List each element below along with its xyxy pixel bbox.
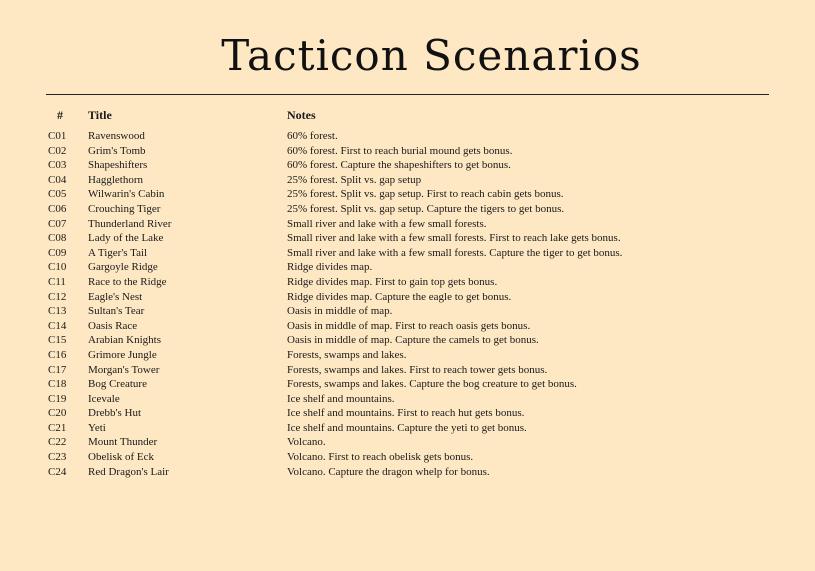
scenario-title: Red Dragon's Lair bbox=[88, 465, 169, 478]
scenario-notes: Ice shelf and mountains. Capture the yeti to get bonus. bbox=[287, 421, 527, 434]
scenario-id: C13 bbox=[48, 305, 67, 318]
scenario-title: Wilwarin's Cabin bbox=[88, 188, 165, 201]
table-row bbox=[0, 187, 815, 202]
scenario-id: C04 bbox=[48, 173, 67, 186]
scenario-id: C08 bbox=[48, 232, 67, 245]
scenario-id: C20 bbox=[48, 407, 67, 420]
scenario-notes: 60% forest. First to reach burial mound gets bonus. bbox=[287, 144, 513, 157]
table-row bbox=[0, 435, 815, 450]
title-divider bbox=[46, 94, 769, 95]
table-row bbox=[0, 275, 815, 290]
table-row bbox=[0, 290, 815, 305]
table-row bbox=[0, 377, 815, 392]
scenario-id: C14 bbox=[48, 319, 67, 332]
scenario-notes: Small river and lake with a few small forests. First to reach lake gets bonus. bbox=[287, 232, 621, 245]
scenario-title: Shapeshifters bbox=[88, 159, 148, 172]
table-row bbox=[0, 421, 815, 436]
scenario-id: C21 bbox=[48, 421, 67, 434]
scenario-notes: Ridge divides map. bbox=[287, 261, 373, 274]
scenario-id: C22 bbox=[48, 436, 67, 449]
scenario-id: C06 bbox=[48, 202, 67, 215]
scenario-id: C05 bbox=[48, 188, 67, 201]
scenario-notes: Small river and lake with a few small forests. bbox=[287, 217, 487, 230]
table-row bbox=[0, 348, 815, 363]
scenario-notes: Ice shelf and mountains. bbox=[287, 392, 395, 405]
scenario-title: Drebb's Hut bbox=[88, 407, 142, 420]
scenario-id: C19 bbox=[48, 392, 67, 405]
scenario-title: Yeti bbox=[88, 421, 106, 434]
scenario-id: C11 bbox=[48, 275, 66, 288]
scenario-notes: Volcano. First to reach obelisk gets bonus. bbox=[287, 451, 474, 464]
scenario-title: Morgan's Tower bbox=[88, 363, 160, 376]
column-header-number: # bbox=[57, 108, 63, 122]
scenario-notes: Oasis in middle of map. bbox=[287, 305, 393, 318]
scenario-notes: 60% forest. Capture the shapeshifters to get bonus. bbox=[287, 159, 511, 172]
scenario-id: C07 bbox=[48, 217, 67, 230]
scenario-title: Icevale bbox=[88, 392, 120, 405]
page-title: Tacticon Scenarios bbox=[221, 31, 642, 80]
scenario-id: C01 bbox=[48, 130, 67, 142]
scenario-title: Grim's Tomb bbox=[88, 144, 146, 157]
scenario-notes: Forests, swamps and lakes. bbox=[287, 348, 407, 361]
scenario-id: C12 bbox=[48, 290, 67, 303]
scenario-notes: Small river and lake with a few small forests. Capture the tiger to get bonus. bbox=[287, 246, 623, 259]
scenario-notes: Forests, swamps and lakes. Capture the bog creature to get bonus. bbox=[287, 378, 577, 391]
scenario-title: Oasis Race bbox=[88, 319, 138, 332]
scenario-title: A Tiger's Tail bbox=[88, 246, 148, 259]
scenario-table bbox=[0, 129, 815, 479]
scenario-title: Obelisk of Eck bbox=[88, 451, 154, 464]
table-row bbox=[0, 144, 815, 159]
scenario-title: Ravenswood bbox=[88, 130, 145, 142]
scenario-id: C03 bbox=[48, 159, 67, 172]
table-row bbox=[0, 246, 815, 261]
column-header-title: Title bbox=[88, 108, 112, 122]
table-row bbox=[0, 406, 815, 421]
scenario-notes: Forests, swamps and lakes. First to reach tower gets bonus. bbox=[287, 363, 548, 376]
scenario-id: C17 bbox=[48, 363, 67, 376]
scenario-id: C10 bbox=[48, 261, 67, 274]
table-row bbox=[0, 260, 815, 275]
scenario-id: C16 bbox=[48, 348, 67, 361]
scenario-id: C09 bbox=[48, 246, 67, 259]
scenario-notes: 25% forest. Split vs. gap setup. First to reach cabin gets bonus. bbox=[287, 188, 564, 201]
scenario-title: Race to the Ridge bbox=[88, 275, 167, 288]
table-row bbox=[0, 304, 815, 319]
scenario-id: C24 bbox=[48, 465, 67, 478]
table-row bbox=[0, 202, 815, 217]
table-row bbox=[0, 158, 815, 173]
table-row bbox=[0, 363, 815, 378]
scenario-notes: Ice shelf and mountains. First to reach hut gets bonus. bbox=[287, 407, 525, 420]
scenario-notes: Volcano. bbox=[287, 436, 326, 449]
scenario-notes: 25% forest. Split vs. gap setup bbox=[287, 173, 422, 186]
scenario-title: Thunderland River bbox=[88, 217, 172, 230]
scenario-title: Arabian Knights bbox=[88, 334, 162, 347]
scenario-notes: Ridge divides map. Capture the eagle to get bonus. bbox=[287, 290, 512, 303]
column-header-notes: Notes bbox=[287, 108, 316, 122]
scenario-id: C02 bbox=[48, 144, 67, 157]
scenario-notes: 60% forest. bbox=[287, 130, 338, 142]
scenario-title: Grimore Jungle bbox=[88, 348, 157, 361]
table-row bbox=[0, 217, 815, 232]
table-row bbox=[0, 319, 815, 334]
scenario-id: C15 bbox=[48, 334, 67, 347]
table-row bbox=[0, 465, 815, 480]
scenario-title: Gargoyle Ridge bbox=[88, 261, 158, 274]
table-row bbox=[0, 333, 815, 348]
scenario-title: Hagglethorn bbox=[88, 173, 143, 186]
table-row bbox=[0, 173, 815, 188]
table-row bbox=[0, 392, 815, 407]
scenario-title: Crouching Tiger bbox=[88, 202, 161, 215]
scenario-notes: Oasis in middle of map. First to reach oasis gets bonus. bbox=[287, 319, 531, 332]
scenario-notes: Ridge divides map. First to gain top gets bonus. bbox=[287, 275, 498, 288]
scenario-title: Sultan's Tear bbox=[88, 305, 145, 318]
scenario-notes: 25% forest. Split vs. gap setup. Capture the tigers to get bonus. bbox=[287, 202, 565, 215]
table-row bbox=[0, 129, 815, 144]
table-row bbox=[0, 450, 815, 465]
scenario-title: Bog Creature bbox=[88, 378, 147, 391]
scenario-notes: Oasis in middle of map. Capture the camels to get bonus. bbox=[287, 334, 539, 347]
table-row bbox=[0, 231, 815, 246]
scenario-title: Mount Thunder bbox=[88, 436, 158, 449]
scenario-title: Lady of the Lake bbox=[88, 232, 164, 245]
scenario-id: C18 bbox=[48, 378, 67, 391]
scenario-notes: Volcano. Capture the dragon whelp for bonus. bbox=[287, 465, 490, 478]
scenario-id: C23 bbox=[48, 451, 67, 464]
scenario-title: Eagle's Nest bbox=[88, 290, 143, 303]
